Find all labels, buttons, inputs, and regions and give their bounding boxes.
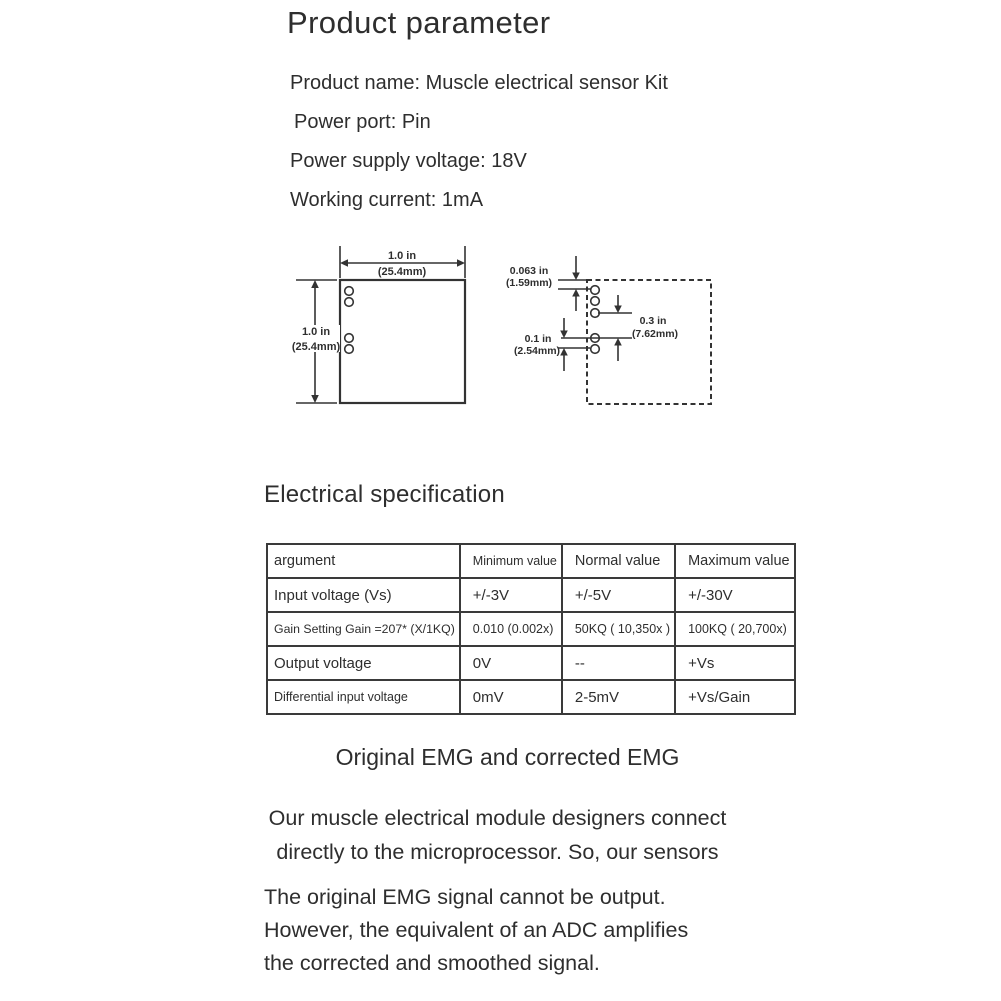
cell-value: +Vs <box>675 646 795 680</box>
arrow-down-icon <box>311 395 319 403</box>
arrow-up-icon <box>560 348 568 356</box>
cell-value: 50KQ ( 10,350x ) <box>562 612 675 646</box>
arrow-right-icon <box>457 259 465 267</box>
pin-pitch-dimension <box>514 318 632 371</box>
arrow-down-icon <box>572 273 580 281</box>
cell-value: -- <box>562 646 675 680</box>
spec-line-working-current: Working current: 1mA <box>290 189 484 211</box>
pin-pitch-label-mm: (2.54mm) <box>513 345 561 357</box>
table-row <box>267 578 795 612</box>
product-spec-list <box>290 64 668 220</box>
cell-value: +/-5V <box>562 578 675 612</box>
cell-value: 0mV <box>460 680 562 714</box>
cell-value: 2-5mV <box>562 680 675 714</box>
paragraph-line: the corrected and smoothed signal. <box>264 951 600 975</box>
cell-gain-setting: Gain Setting Gain =207* (X/1KQ) <box>267 612 460 646</box>
paragraph-line: Our muscle electrical module designers connect <box>268 806 727 830</box>
table-header-row <box>267 544 795 578</box>
board-width-label-in: 1.0 in <box>387 250 417 262</box>
group-gap-dimension <box>598 295 678 361</box>
cell-value: +/-3V <box>460 578 562 612</box>
cell-input-voltage: Input voltage (Vs) <box>267 578 460 612</box>
spec-line-power-port: Power port: Pin <box>294 111 431 133</box>
table-row <box>267 612 795 646</box>
cell-value: +/-30V <box>675 578 795 612</box>
pad-size-dimension <box>506 256 591 311</box>
pin-spacing-diagram <box>506 256 711 404</box>
arrow-down-icon <box>560 331 568 339</box>
spec-table <box>266 543 796 715</box>
paragraph-line: The original EMG signal cannot be output. <box>264 885 666 909</box>
dimension-diagram <box>280 240 740 420</box>
board-pin-holes <box>345 287 354 354</box>
cell-differential-input: Differential input voltage <box>267 680 460 714</box>
table-row <box>267 646 795 680</box>
header-maximum-value: Maximum value <box>675 544 795 578</box>
emg-paragraph-2 <box>264 881 688 980</box>
electrical-specification-heading: Electrical specification <box>264 481 505 508</box>
board-width-label-mm: (25.4mm) <box>377 266 427 278</box>
arrow-left-icon <box>340 259 348 267</box>
group-gap-label-mm: (7.62mm) <box>631 328 679 340</box>
board-height-label-mm: (25.4mm) <box>291 341 341 353</box>
table-row <box>267 680 795 714</box>
pad-size-label-in: 0.063 in <box>509 265 549 277</box>
header-normal-value: Normal value <box>562 544 675 578</box>
cell-output-voltage: Output voltage <box>267 646 460 680</box>
arrow-up-icon <box>311 280 319 288</box>
cell-value: 0V <box>460 646 562 680</box>
paragraph-line: directly to the microprocessor. So, our sensors <box>276 840 719 864</box>
cell-value: 0.010 (0.002x) <box>460 612 562 646</box>
board-outline-diagram <box>292 246 465 403</box>
board-height-label-in: 1.0 in <box>301 326 331 338</box>
board-height-dimension <box>292 280 341 403</box>
arrow-down-icon <box>614 306 622 314</box>
emg-section-heading: Original EMG and corrected EMG <box>335 744 680 770</box>
cell-value: 100KQ ( 20,700x) <box>675 612 795 646</box>
paragraph-line: However, the equivalent of an ADC amplifies <box>264 918 689 942</box>
cell-value: +Vs/Gain <box>675 680 795 714</box>
emg-paragraph-1 <box>0 801 995 869</box>
pin-pitch-label-in: 0.1 in <box>524 333 552 345</box>
pin-holes <box>591 286 600 354</box>
page-title: Product parameter <box>287 5 551 40</box>
spec-line-supply-voltage: Power supply voltage: 18V <box>290 150 527 172</box>
pad-size-label-mm: (1.59mm) <box>505 277 553 289</box>
arrow-up-icon <box>614 338 622 346</box>
board-width-dimension <box>340 246 465 278</box>
header-minimum-value: Minimum value <box>460 544 562 578</box>
spec-line-product-name: Product name: Muscle electrical sensor Kit <box>290 72 668 94</box>
electrical-spec-table <box>266 543 796 715</box>
header-argument: argument <box>267 544 460 578</box>
arrow-up-icon <box>572 289 580 297</box>
group-gap-label-in: 0.3 in <box>639 315 667 327</box>
